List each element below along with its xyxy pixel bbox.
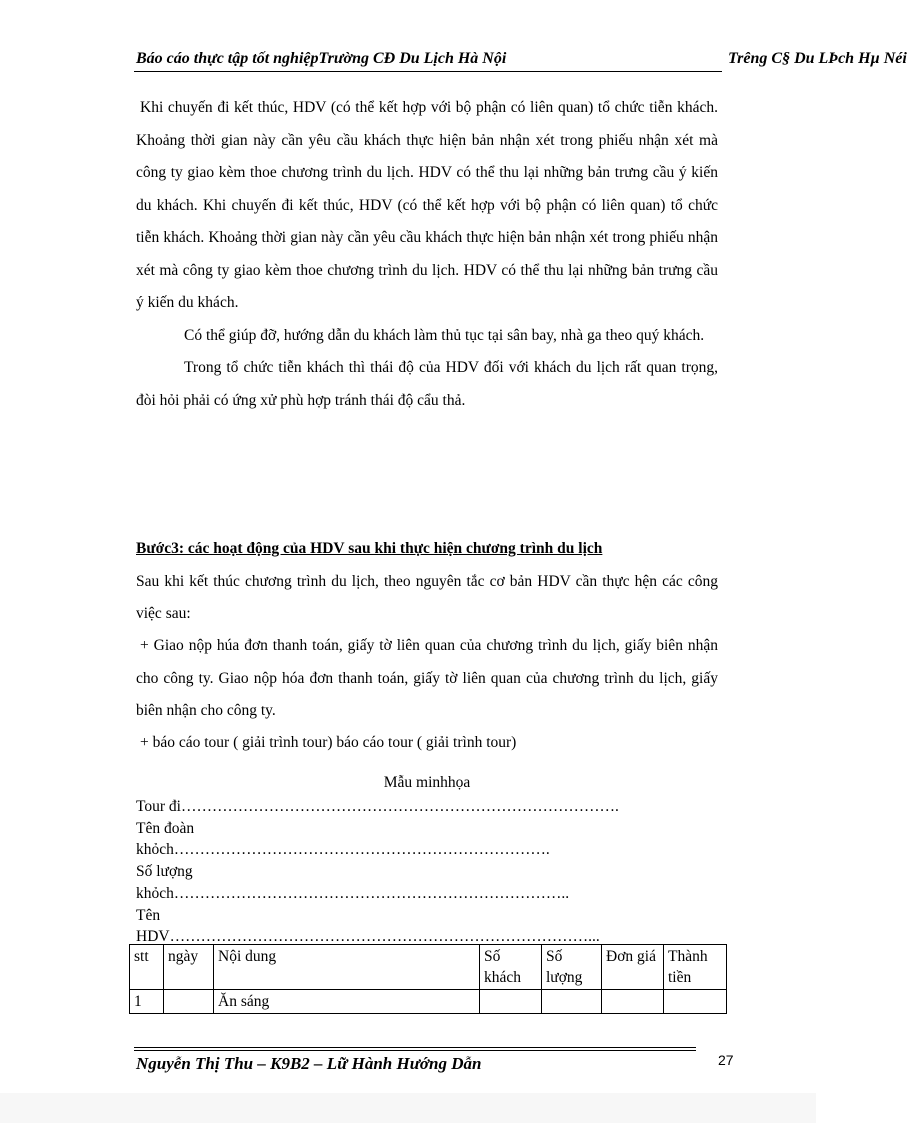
- table-cell: [602, 990, 664, 1014]
- list-item-tour-report: + báo cáo tour ( giải trình tour) báo cáo tour ( giải trình tour): [140, 734, 517, 752]
- column-header-amount: Thành tiền: [664, 945, 727, 990]
- column-header-stt: stt: [130, 945, 164, 990]
- table-row: [130, 990, 727, 1014]
- intro-text: [136, 92, 718, 417]
- section-heading-step3: Bước3: các hoạt động của HDV sau khi thực hiện chương trình du lịch: [136, 540, 603, 557]
- paragraph-attitude: Trong tổ chức tiễn khách thì thái độ của HDV đối với khách du lịch rất quan trọng, đòi hỏi phải có ứng xử phù hợp tránh thái độ cẩu thả.: [136, 359, 718, 409]
- header-rule: [134, 71, 722, 72]
- column-header-date: ngày: [164, 945, 214, 990]
- table-cell: [542, 990, 602, 1014]
- form-fields: [136, 796, 619, 948]
- column-header-content: Nội dung: [214, 945, 480, 990]
- form-line-group-name-dots: khỏch……………………………………………………………….: [136, 841, 550, 859]
- table-header-row: [130, 945, 727, 990]
- list-item-submit-invoices: + Giao nộp húa đơn thanh toán, giấy tờ liên quan của chương trình du lịch, giấy biên nhận cho công ty. Giao nộp hóa đơn thanh toán, giấy tờ liên quan của chương trình du lịch, giấy biên nhận cho công ty.: [136, 637, 718, 719]
- table-cell: [664, 990, 727, 1014]
- footer-rule-bottom: [134, 1050, 696, 1051]
- page-number: 27: [718, 1052, 734, 1068]
- table-cell: 1: [130, 990, 164, 1014]
- table-cell: [480, 990, 542, 1014]
- page-header-title: Báo cáo thực tập tốt nghiệpTrường CĐ Du Lịch Hà Nội: [136, 50, 507, 67]
- footer-author: Nguyễn Thị Thu – K9B2 – Lữ Hành Hướng Dẫn: [136, 1054, 482, 1073]
- form-line-group-name: Tên đoàn: [136, 819, 195, 837]
- table-cell: [164, 990, 214, 1014]
- form-line-guide-name: Tên: [136, 906, 161, 924]
- paragraph-after-tour: Sau khi kết thúc chương trình du lịch, theo nguyên tắc cơ bản HDV cần thực hện các công việc sau:: [136, 573, 718, 623]
- form-line-guest-count: Số lượng: [136, 863, 193, 881]
- after-tour-text: [136, 566, 718, 759]
- form-title: Mẫu minhhọa: [383, 774, 471, 791]
- form-line-guide-name-dots: HDV………………………………………………………………………...: [136, 928, 600, 946]
- page-bottom-margin: [0, 1093, 816, 1123]
- form-line-guest-count-dots: khỏch…………………………………………………………………..: [136, 884, 570, 902]
- table-cell: Ăn sáng: [214, 990, 480, 1014]
- column-header-guests: Số khách: [480, 945, 542, 990]
- expense-table: [129, 944, 727, 1014]
- column-header-quantity: Số lượng: [542, 945, 602, 990]
- paragraph-airport-help: Có thể giúp đỡ, hướng dẫn du khách làm thủ tục tại sân bay, nhà ga theo quý khách.: [184, 326, 705, 344]
- column-header-unit-price: Đơn giá: [602, 945, 664, 990]
- page-header-school: Trêng C§ Du LÞch Hµ Néi: [728, 50, 907, 67]
- form-line-tour: Tour đi………………………………………………………………………….: [136, 798, 619, 815]
- footer-rule-top: [134, 1047, 696, 1048]
- paragraph-farewell: Khi chuyến đi kết thúc, HDV (có thể kết hợp với bộ phận có liên quan) tổ chức tiễn khách. Khoảng thời gian này cần yêu cầu khách thực hiện bản nhận xét trong phiếu nhận xét mà công ty giao kèm thoe chương trình du lịch. HDV có thể thu lại những bản trưng cầu ý kiến du khách. Khi chuyến đi kết thúc, HDV (có thể kết hợp với bộ phận có liên quan) tổ chức tiễn khách. Khoảng thời gian này cần yêu cầu khách thực hiện bản nhận xét trong phiếu nhận xét mà công ty giao kèm thoe chương trình du lịch. HDV có thể thu lại những bản trưng cầu ý kiến du khách.: [136, 99, 718, 311]
